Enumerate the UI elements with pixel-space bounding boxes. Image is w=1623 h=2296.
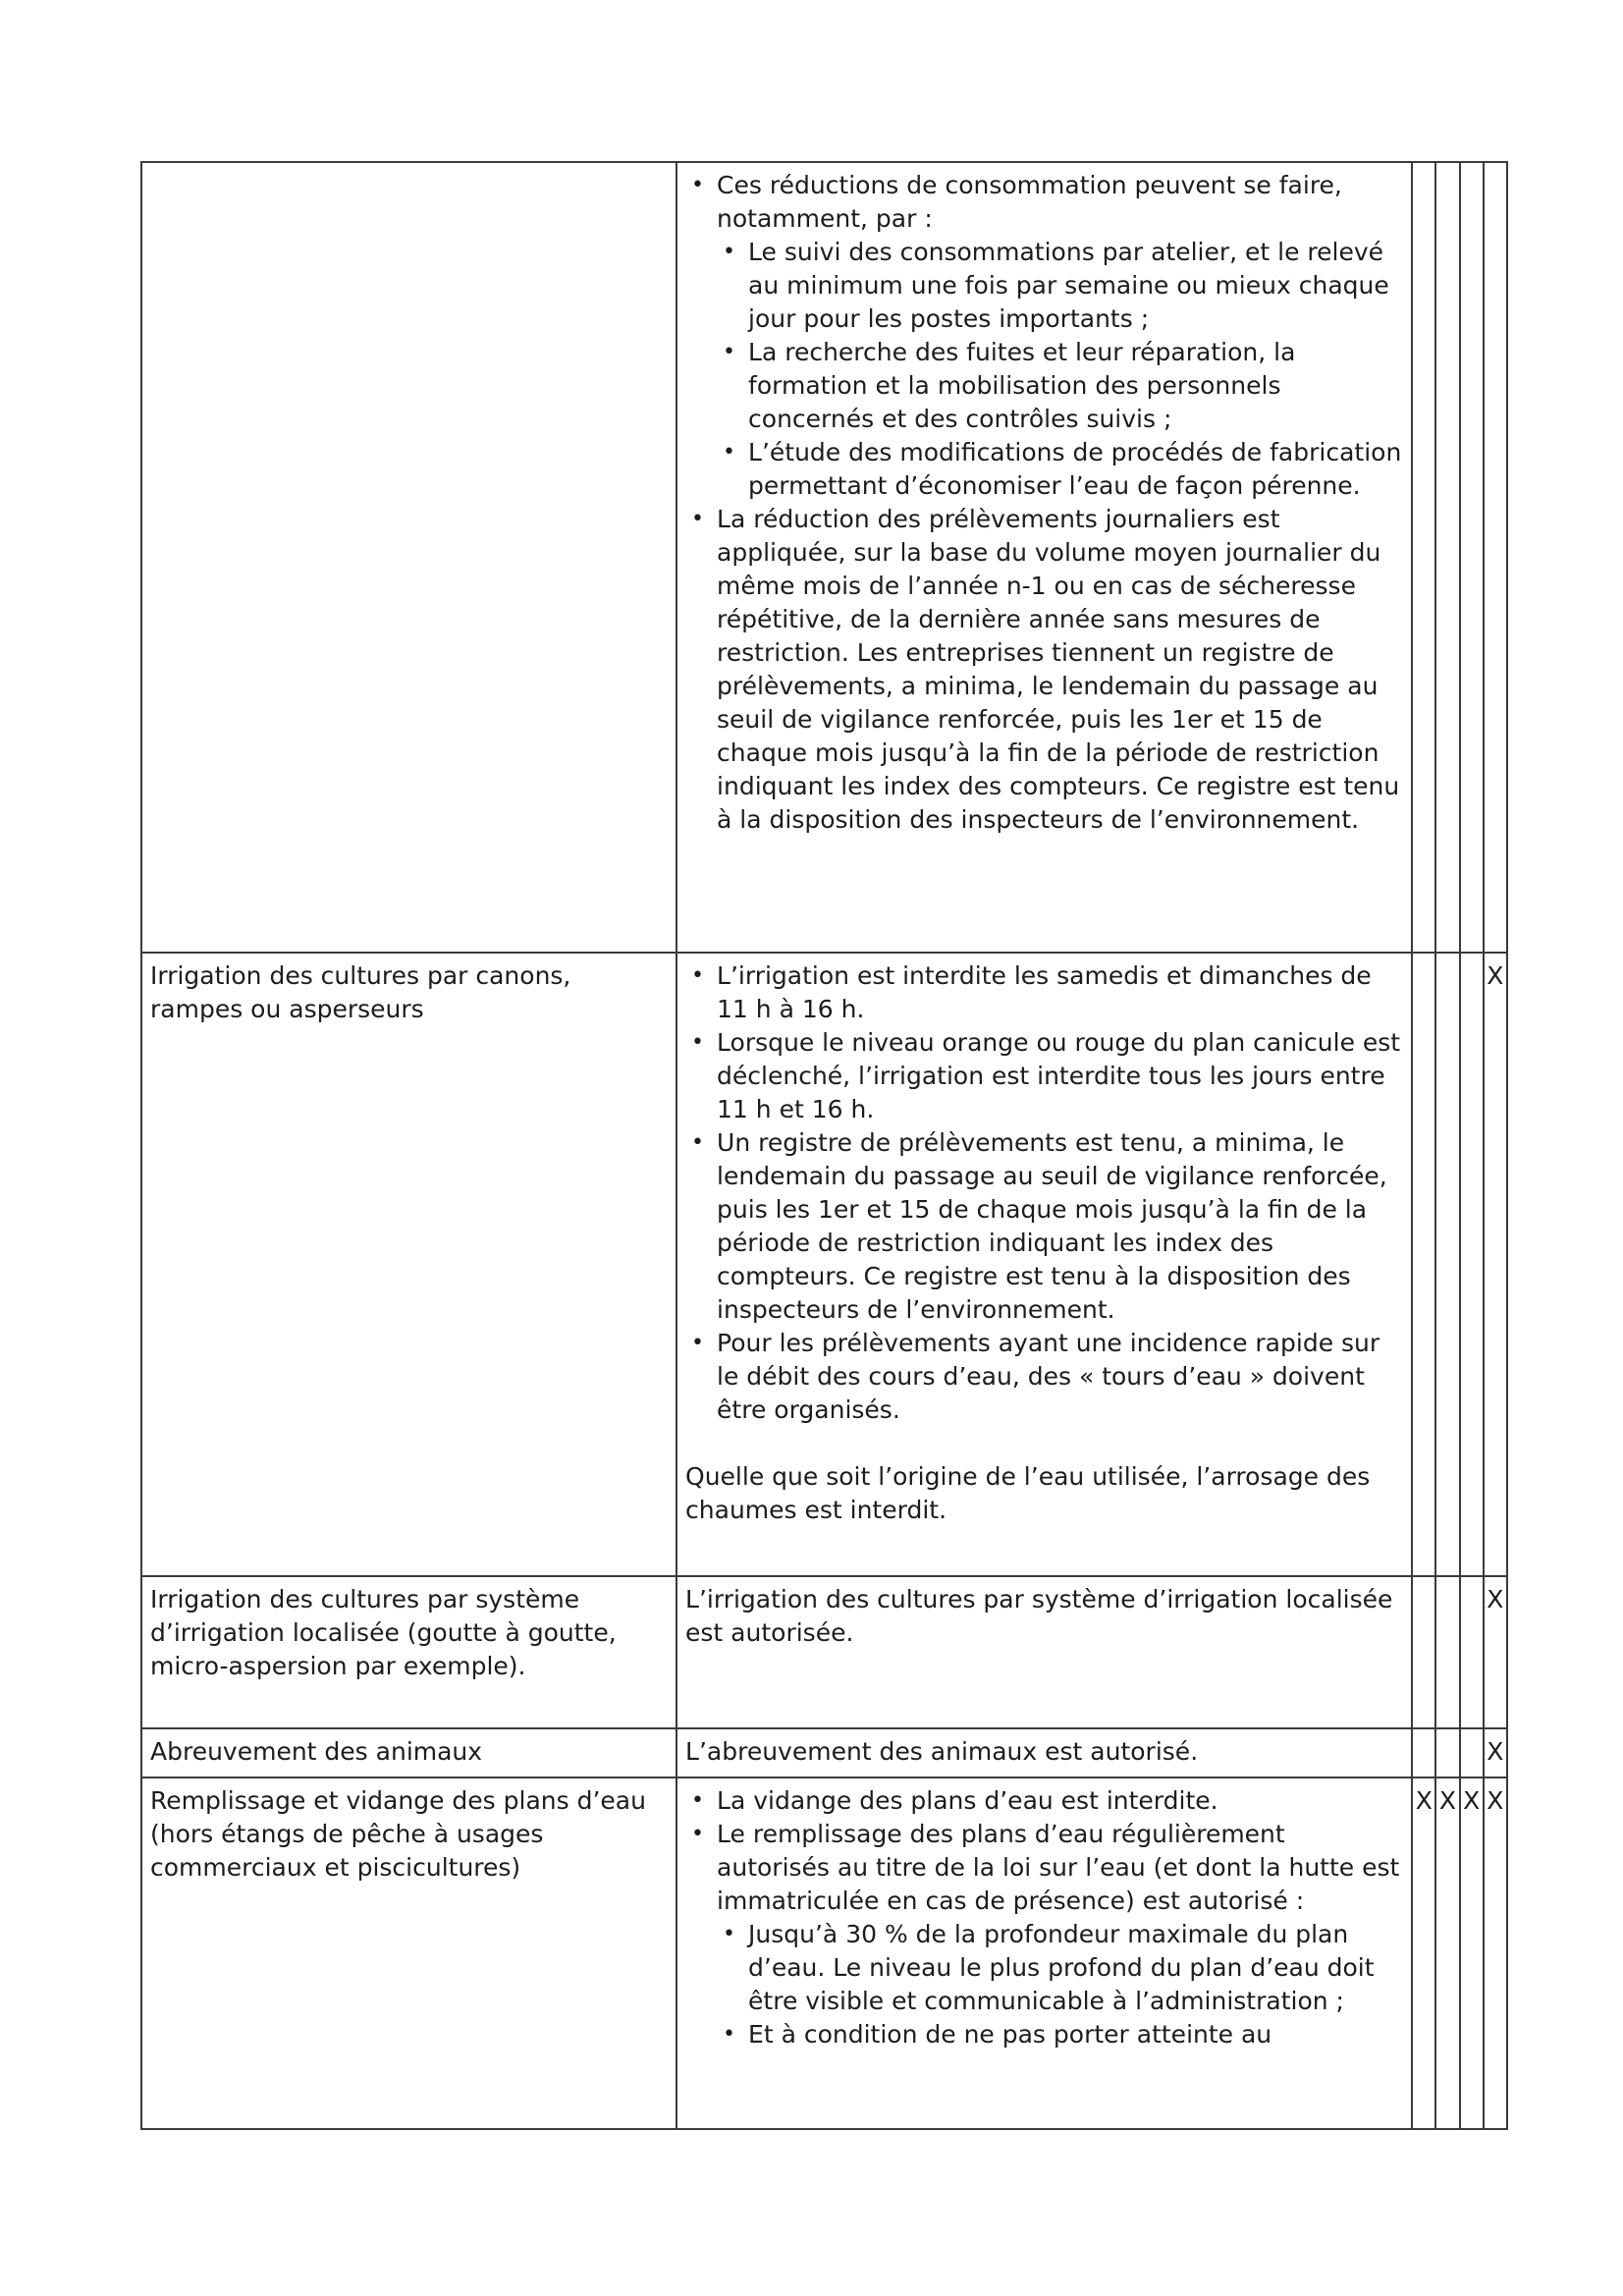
measures-cell: L’abreuvement des animaux est autorisé.: [676, 1728, 1412, 1777]
list-item: • La recherche des fuites et leur réparation, la formation et la mobilisation des personnels concernés et des contrôles suivis ;: [717, 336, 1403, 436]
table-row: [141, 1777, 1507, 2129]
mark-cell: [1412, 953, 1435, 1576]
restriction-measures-table: [140, 161, 1508, 2130]
measures-cell: [676, 953, 1412, 1576]
usage-cell: Irrigation des cultures par système d’irrigation localisée (goutte à goutte, micro-aspersion par exemple).: [141, 1576, 676, 1728]
usage-cell: Abreuvement des animaux: [141, 1728, 676, 1777]
mark-cell: X: [1484, 953, 1507, 1576]
mark-cell: [1484, 162, 1507, 953]
table-row: [141, 162, 1507, 953]
mark-cell: X: [1484, 1728, 1507, 1777]
table-row: [141, 1576, 1507, 1728]
list-item: • Le suivi des consommations par atelier, et le relevé au minimum une fois par semaine ou mieux chaque jour pour les postes importants ;: [717, 236, 1403, 336]
mark-cell: [1435, 1728, 1459, 1777]
measures-cell: L’irrigation des cultures par système d’irrigation localisée est autorisée.: [676, 1576, 1412, 1728]
table-row: [141, 953, 1507, 1576]
mark-cell: [1412, 162, 1435, 953]
mark-cell: X: [1412, 1777, 1435, 2129]
mark-cell: [1435, 162, 1459, 953]
usage-cell: Remplissage et vidange des plans d’eau (hors étangs de pêche à usages commerciaux et piscicultures): [141, 1777, 676, 2129]
list-item: • Ces réductions de consommation peuvent se faire, notamment, par : • Le suivi des consommations par atelier, et le relevé au minimum une fois par semaine ou mieux chaque jour pour les postes importants ; • La recherche des fuites et leur réparation, la formation et la mobilisation des personnels concernés et des contrôles suivis ; • L’étude des modifications de procédés de fabrication permettant d’économiser l’eau de façon pérenne.: [685, 169, 1403, 503]
list-item: • Pour les prélèvements ayant une incidence rapide sur le débit des cours d’eau, des « tours d’eau » doivent être organisés.: [685, 1327, 1403, 1427]
mark-cell: [1460, 1576, 1484, 1728]
sub-measure-list: [717, 236, 1403, 503]
list-item: • Un registre de prélèvements est tenu, a minima, le lendemain du passage au seuil de vigilance renforcée, puis les 1er et 15 de chaque mois jusqu’à la fin de la période de restriction indiquant les index des compteurs. Ce registre est tenu à la disposition des inspecteurs de l’environnement.: [685, 1126, 1403, 1327]
list-item: • Lorsque le niveau orange ou rouge du plan canicule est déclenché, l’irrigation est interdite tous les jours entre 11 h et 16 h.: [685, 1026, 1403, 1126]
list-item: • L’irrigation est interdite les samedis et dimanches de 11 h à 16 h.: [685, 959, 1403, 1026]
measure-list: [685, 1784, 1403, 2051]
mark-cell: [1460, 953, 1484, 1576]
measures-cell: [676, 1777, 1412, 2129]
list-item: • La réduction des prélèvements journaliers est appliquée, sur la base du volume moyen journalier du même mois de l’année n-1 ou en cas de sécheresse répétitive, de la dernière année sans mesures de restriction. Les entreprises tiennent un registre de prélèvements, a minima, le lendemain du passage au seuil de vigilance renforcée, puis les 1er et 15 de chaque mois jusqu’à la fin de la période de restriction indiquant les index des compteurs. Ce registre est tenu à la disposition des inspecteurs de l’environnement.: [685, 503, 1403, 837]
mark-cell: X: [1435, 1777, 1459, 2129]
mark-cell: [1435, 953, 1459, 1576]
table-row: [141, 1728, 1507, 1777]
mark-cell: [1412, 1728, 1435, 1777]
list-item: • L’étude des modifications de procédés de fabrication permettant d’économiser l’eau de façon pérenne.: [717, 436, 1403, 503]
sub-measure-list: [717, 1918, 1403, 2051]
measure-list: [685, 959, 1403, 1427]
mark-cell: X: [1460, 1777, 1484, 2129]
mark-cell: [1435, 1576, 1459, 1728]
list-item: • Jusqu’à 30 % de la profondeur maximale du plan d’eau. Le niveau le plus profond du plan d’eau doit être visible et communicable à l’administration ;: [717, 1918, 1403, 2018]
list-item: • La vidange des plans d’eau est interdite.: [685, 1784, 1403, 1818]
mark-cell: X: [1484, 1777, 1507, 2129]
mark-cell: [1460, 162, 1484, 953]
mark-cell: [1412, 1576, 1435, 1728]
mark-cell: X: [1484, 1576, 1507, 1728]
usage-cell: Irrigation des cultures par canons, rampes ou asperseurs: [141, 953, 676, 1576]
usage-cell: [141, 162, 676, 953]
mark-cell: [1460, 1728, 1484, 1777]
list-item: • Et à condition de ne pas porter atteinte au: [717, 2018, 1403, 2051]
note-text: Quelle que soit l’origine de l’eau utilisée, l’arrosage des chaumes est interdit.: [685, 1462, 1371, 1524]
list-item: • Le remplissage des plans d’eau régulièrement autorisés au titre de la loi sur l’eau (et dont la hutte est immatriculée en cas de présence) est autorisé : • Jusqu’à 30 % de la profondeur maximale du plan d’eau. Le niveau le plus profond du plan d’eau doit être visible et communicable à l’administration ; • Et à condition de ne pas porter atteinte au: [685, 1818, 1403, 2051]
measures-cell: [676, 162, 1412, 953]
measure-list: [685, 169, 1403, 837]
